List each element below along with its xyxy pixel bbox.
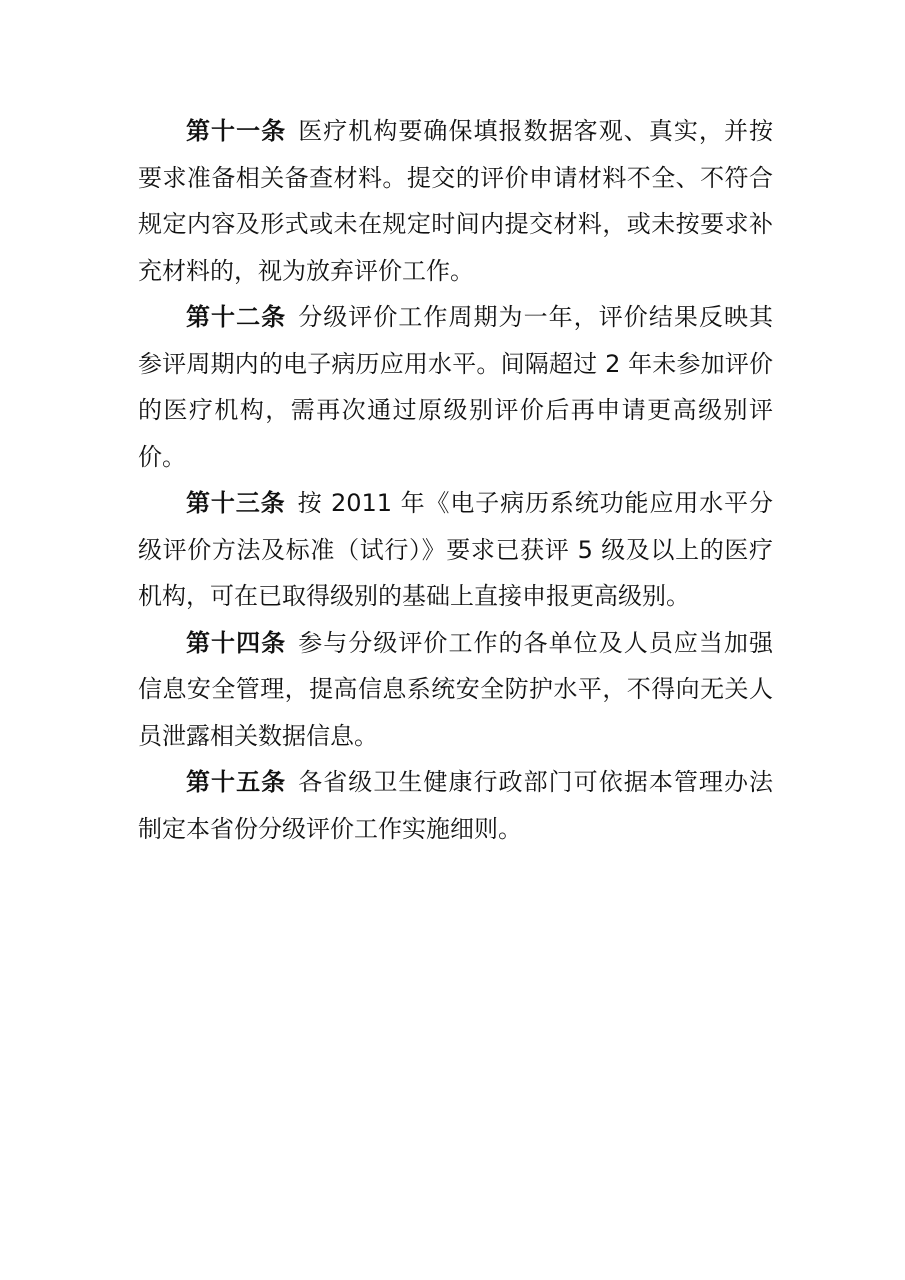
article-title: 第十四条 — [186, 628, 287, 657]
article-12 — [138, 294, 773, 480]
article-14 — [138, 620, 773, 760]
document-body — [138, 108, 773, 852]
article-15 — [138, 759, 773, 852]
article-title: 第十二条 — [186, 303, 287, 331]
article-13 — [138, 480, 773, 620]
article-text: 分级评价工作周期为一年，评价结果反映其参评周期内的电子病历应用水平。间隔超过 2 年未参加评价的医疗机构，需再次通过原级别评价后再申请更高级别评价。 — [138, 303, 774, 471]
article-title: 第十一条 — [186, 117, 287, 145]
article-text: 按 2011 年《电子病历系统功能应用水平分级评价方法及标准（试行）》要求已获评 5 级及以上的医疗机构，可在已取得级别的基础上直接申报更高级别。 — [138, 489, 773, 610]
article-11 — [138, 108, 773, 294]
article-text: 各省级卫生健康行政部门可依据本管理办法制定本省份分级评价工作实施细则。 — [138, 768, 774, 843]
article-title: 第十三条 — [186, 489, 286, 517]
article-text: 参与分级评价工作的各单位及人员应当加强信息安全管理，提高信息系统安全防护水平，不得向无关人员泄露相关数据信息。 — [138, 628, 774, 750]
article-title: 第十五条 — [186, 768, 287, 796]
article-text: 医疗机构要确保填报数据客观、真实，并按要求准备相关备查材料。提交的评价申请材料不全、不符合规定内容及形式或未在规定时间内提交材料，或未按要求补充材料的，视为放弃评价工作。 — [138, 117, 774, 285]
